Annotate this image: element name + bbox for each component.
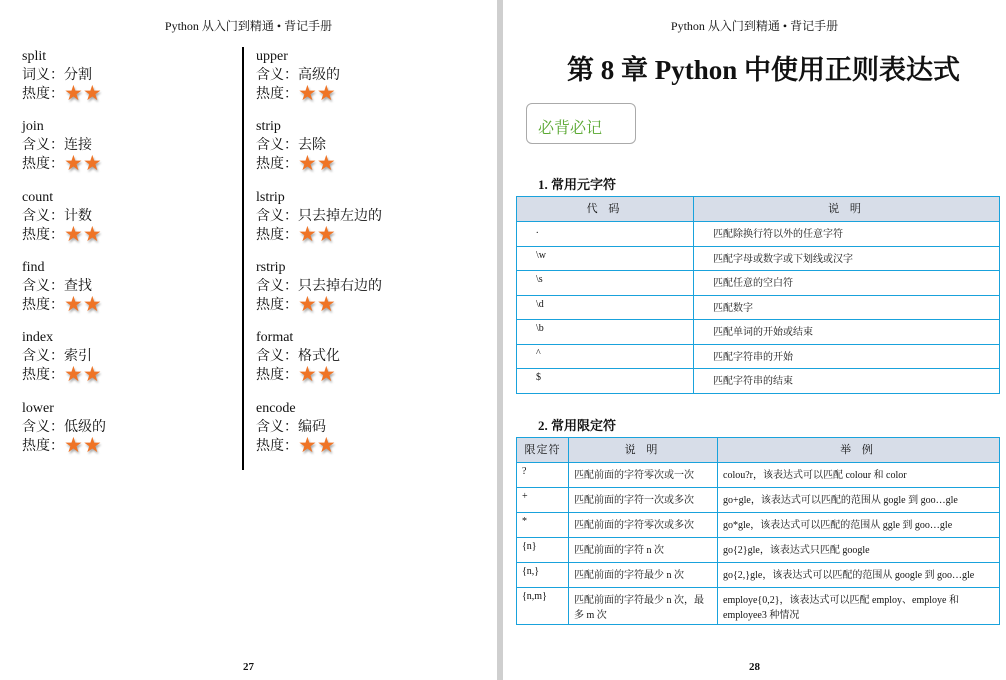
- table-row: [517, 513, 1000, 538]
- table-cell: colou?r，该表达式可以匹配 colour 和 color: [718, 463, 1000, 488]
- heat-label: 热度：: [256, 297, 298, 313]
- table-cell: \s: [517, 271, 694, 296]
- column-header: 举 例: [718, 438, 1000, 463]
- vocab-entry: [22, 47, 102, 104]
- page-number: 27: [243, 661, 254, 673]
- heat-label: 热度：: [22, 87, 64, 102]
- table-row: [517, 488, 1000, 513]
- table-cell: go{2}gle，该表达式只匹配 google: [718, 538, 1000, 563]
- star-icon: ★: [316, 81, 336, 105]
- entry-meaning: 含义：索引: [22, 349, 92, 365]
- star-icon: ★: [298, 362, 317, 387]
- metacharacter-table: [516, 196, 1000, 394]
- vocab-entry: [22, 188, 102, 245]
- table-cell: 匹配前面的字符最少 n 次: [569, 563, 718, 588]
- star-icon: ★: [82, 221, 102, 246]
- star-icon: ★: [316, 362, 336, 387]
- star-icon: ★: [298, 432, 317, 457]
- entry-word: upper: [256, 49, 288, 64]
- section-heading: 2. 常用限定符: [538, 418, 617, 433]
- entry-meaning: 含义：低级的: [22, 419, 106, 435]
- table-row: [517, 295, 1000, 320]
- table-cell: {n,}: [517, 563, 569, 588]
- table-cell: 匹配单词的开始或结束: [694, 320, 1000, 345]
- entry-word: encode: [256, 400, 296, 416]
- entry-heat: [22, 362, 102, 387]
- vocab-entry: [256, 328, 340, 385]
- chapter-title: 第 8 章 Python 中使用正则表达式: [566, 55, 961, 85]
- table-row: [517, 563, 1000, 588]
- star-icon: ★: [82, 362, 102, 387]
- table-cell: $: [517, 369, 694, 394]
- heat-label: 热度：: [22, 227, 64, 243]
- entry-meaning: 含义：格式化: [256, 349, 340, 365]
- page-header: Python 从入门到精通 • 背记手册: [670, 19, 839, 33]
- vocab-entry: [256, 188, 382, 245]
- vocab-entry: [22, 117, 102, 174]
- star-icon: ★: [316, 221, 336, 246]
- table-row: [517, 246, 1000, 271]
- entry-word: find: [22, 259, 45, 275]
- entry-meaning: 含义：只去掉左边的: [256, 208, 382, 224]
- table-row: [517, 463, 1000, 488]
- table-cell: {n}: [517, 538, 569, 563]
- entry-heat: [22, 81, 102, 105]
- vocab-entry: [22, 399, 106, 456]
- entry-heat: [22, 151, 102, 176]
- vocab-entry: [256, 399, 336, 456]
- heat-label: 热度：: [22, 438, 64, 454]
- star-icon: ★: [64, 362, 83, 387]
- table-row: [517, 222, 1000, 247]
- table-cell: *: [517, 513, 569, 538]
- heat-label: 热度：: [256, 438, 298, 454]
- star-icon: ★: [316, 432, 336, 457]
- star-icon: ★: [82, 81, 102, 105]
- entry-heat: [256, 221, 382, 246]
- entry-word: lstrip: [256, 189, 285, 205]
- table-row: [517, 320, 1000, 345]
- entry-word: format: [256, 330, 294, 346]
- entry-word: index: [22, 330, 54, 346]
- star-icon: ★: [64, 432, 83, 457]
- table-cell: .: [517, 222, 694, 247]
- must-memorize-badge: 必背必记: [526, 103, 636, 144]
- entry-heat: [22, 291, 102, 316]
- entry-meaning: 含义：只去掉右边的: [256, 278, 382, 294]
- entry-meaning: 含义：编码: [256, 419, 326, 435]
- table-row: [517, 588, 1000, 625]
- table-cell: go*gle，该表达式可以匹配的范围从 ggle 到 goo…gle: [718, 513, 1000, 538]
- star-icon: ★: [82, 151, 102, 176]
- heat-label: 热度：: [22, 297, 64, 313]
- table-cell: 匹配字母或数字或下划线或汉字: [694, 246, 1000, 271]
- table-cell: 匹配数字: [694, 295, 1000, 320]
- entry-word: rstrip: [256, 259, 286, 275]
- star-icon: ★: [316, 291, 336, 316]
- table-cell: 匹配前面的字符零次或多次: [569, 513, 718, 538]
- heat-label: 热度：: [256, 87, 298, 102]
- entry-meaning: 含义：连接: [22, 138, 92, 154]
- table-cell: 匹配前面的字符零次或一次: [569, 463, 718, 488]
- entry-meaning: 含义：高级的: [256, 68, 340, 83]
- heat-label: 热度：: [256, 157, 298, 173]
- entry-word: join: [22, 119, 44, 135]
- table-cell: \d: [517, 295, 694, 320]
- column-header: 说 明: [569, 438, 718, 463]
- table-cell: 匹配前面的字符一次或多次: [569, 488, 718, 513]
- table-cell: 匹配除换行符以外的任意字符: [694, 222, 1000, 247]
- entry-heat: [22, 221, 102, 246]
- entry-heat: [256, 151, 336, 176]
- heat-label: 热度：: [256, 227, 298, 243]
- table-row: [517, 271, 1000, 296]
- star-icon: ★: [298, 151, 317, 176]
- table-cell: {n,m}: [517, 588, 569, 625]
- entry-heat: [256, 432, 336, 457]
- entry-word: split: [22, 49, 47, 64]
- column-header: 说 明: [694, 197, 1000, 222]
- table-row: [517, 369, 1000, 394]
- star-icon: ★: [82, 432, 102, 457]
- entry-heat: [256, 81, 340, 105]
- page-header: Python 从入门到精通 • 背记手册: [164, 19, 333, 33]
- table-cell: ?: [517, 463, 569, 488]
- entry-heat: [256, 362, 340, 387]
- vocab-entry: [256, 258, 382, 315]
- star-icon: ★: [298, 291, 317, 316]
- entry-word: count: [22, 189, 54, 205]
- entry-meaning: 含义：计数: [22, 208, 92, 224]
- table-cell: 匹配字符串的开始: [694, 344, 1000, 369]
- entry-meaning: 词义：分割: [22, 68, 92, 83]
- column-divider: [242, 47, 244, 470]
- table-cell: \w: [517, 246, 694, 271]
- column-header: 限定符: [517, 438, 569, 463]
- table-cell: ^: [517, 344, 694, 369]
- heat-label: 热度：: [256, 368, 298, 384]
- table-cell: employe{0,2}，该表达式可以匹配 employ、employe 和 employee3 种情况: [718, 588, 1000, 625]
- table-row: [517, 344, 1000, 369]
- section-heading: 1. 常用元字符: [538, 177, 617, 192]
- star-icon: ★: [64, 81, 83, 105]
- entry-meaning: 含义：查找: [22, 278, 92, 294]
- column-header: 代 码: [517, 197, 694, 222]
- entry-word: lower: [22, 400, 54, 416]
- table-cell: 匹配任意的空白符: [694, 271, 1000, 296]
- vocab-entry: [22, 258, 102, 315]
- right-page: [503, 0, 1006, 680]
- heat-label: 热度：: [22, 157, 64, 173]
- table-cell: go{2,}gle，该表达式可以匹配的范围从 google 到 goo…gle: [718, 563, 1000, 588]
- entry-heat: [256, 291, 382, 316]
- table-cell: +: [517, 488, 569, 513]
- table-cell: 匹配前面的字符 n 次: [569, 538, 718, 563]
- star-icon: ★: [64, 151, 83, 176]
- entry-word: strip: [256, 119, 281, 135]
- star-icon: ★: [298, 81, 317, 105]
- vocab-entry: [256, 47, 340, 104]
- heat-label: 热度：: [22, 368, 64, 384]
- vocab-entry: [256, 117, 336, 174]
- entry-meaning: 含义：去除: [256, 138, 326, 154]
- table-row: [517, 538, 1000, 563]
- left-page: [0, 0, 497, 680]
- table-cell: \b: [517, 320, 694, 345]
- vocab-entry: [22, 328, 102, 385]
- table-cell: go+gle，该表达式可以匹配的范围从 gogle 到 goo…gle: [718, 488, 1000, 513]
- entry-heat: [22, 432, 106, 457]
- star-icon: ★: [64, 221, 83, 246]
- star-icon: ★: [316, 151, 336, 176]
- star-icon: ★: [298, 221, 317, 246]
- table-cell: 匹配字符串的结束: [694, 369, 1000, 394]
- page-number: 28: [749, 661, 760, 673]
- quantifier-table: [516, 437, 1000, 625]
- star-icon: ★: [64, 291, 83, 316]
- table-cell: 匹配前面的字符最少 n 次，最多 m 次: [569, 588, 718, 625]
- star-icon: ★: [82, 291, 102, 316]
